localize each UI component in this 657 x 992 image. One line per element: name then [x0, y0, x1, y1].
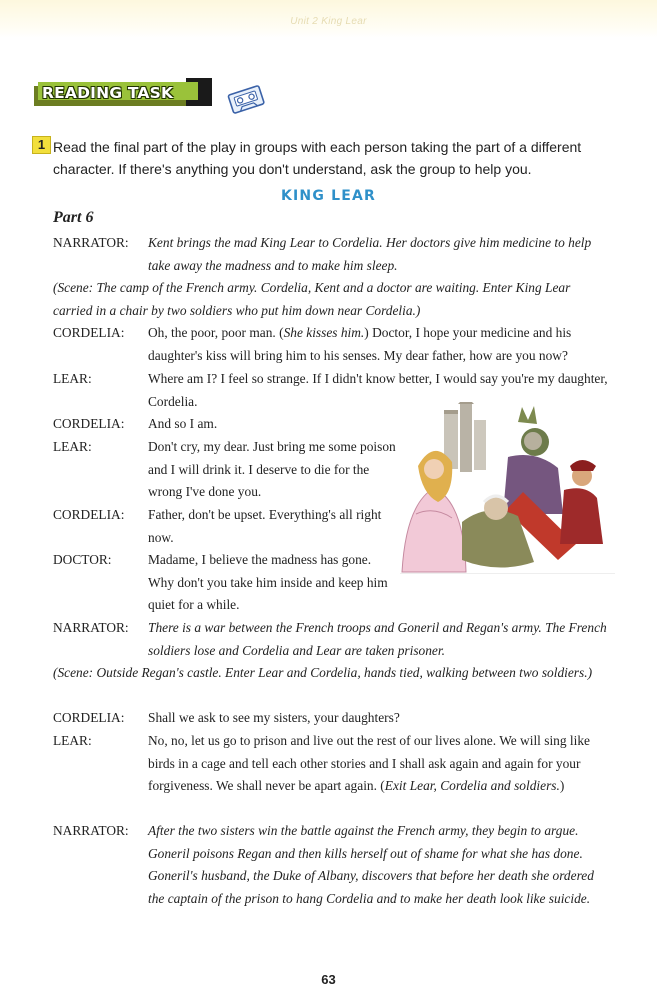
stage-direction: Exit Lear, Cordelia and soldiers.: [384, 778, 560, 794]
dialogue-text: No, no, let us go to prison and live out the rest of our lives alone. We will sing like birds in a cage and tell each other stories and I shall ask again and again for your forgiveness. We shall never be apart again. (Exit Lear, Cordelia and soldiers.): [148, 733, 590, 794]
speaker-name: CORDELIA:: [53, 416, 125, 431]
dialogue-text: Shall we ask to see my sisters, your daughters?: [148, 710, 400, 725]
stage-direction: (Scene: The camp of the French army. Cordelia, Kent and a doctor are waiting. Enter King Lear carried in a chair by two soldiers who put him down near Cordelia.): [53, 280, 571, 318]
dialogue-text: After the two sisters win the battle against the French army, they begin to argue. Goneril poisons Regan and then kills herself out of shame for what she has done. Goneril's husband, the Duke of Albany, discovers that before her death she ordered the captain of the prison to hang Cordelia and to make her death look like suicide.: [148, 823, 594, 907]
dialogue-text: Don't cry, my dear. Just bring me some poison and I will drink it. I deserve to die for the wrong I've done you.: [148, 439, 396, 500]
speaker-name: CORDELIA:: [53, 507, 125, 522]
dialogue-text: Kent brings the mad King Lear to Cordelia. Her doctors give him medicine to help take away the madness and to make him sleep.: [148, 235, 592, 273]
speaker-name: CORDELIA:: [53, 710, 125, 725]
speaker-name: NARRATOR:: [53, 235, 129, 250]
unit-header: [0, 0, 657, 38]
reading-task-banner: [34, 76, 212, 112]
dialogue-text: There is a war between the French troops and Goneril and Regan's army. The French soldiers lose and Cordelia and Lear are taken prisoner.: [148, 620, 607, 658]
speaker-name: NARRATOR:: [53, 823, 129, 838]
part-label: Part 6: [53, 209, 94, 226]
cordelia-lear-illustration: [400, 402, 615, 574]
dialogue-text: Where am I? I feel so strange. If I didn't know better, I would say you're my daughter, Cordelia.: [148, 371, 608, 409]
cassette-tape-icon: [226, 84, 266, 114]
page-number: 63: [321, 972, 336, 987]
dialogue-text: And so I am.: [148, 416, 218, 431]
task-instruction: Read the final part of the play in groups with each person taking the part of a different character. If there's anything you don't understand, ask the group to help you.: [53, 139, 582, 177]
banner-label: READING TASK: [42, 84, 174, 102]
speaker-name: LEAR:: [53, 371, 92, 386]
play-title: KING LEAR: [280, 188, 377, 204]
dialogue-text: Oh, the poor, poor man. (She kisses him.) Doctor, I hope your medicine and his daughter's kiss will bring him to his senses. My dear father, how are you now?: [148, 325, 572, 363]
speaker-name: LEAR:: [53, 439, 92, 454]
dialogue-text: Madame, I believe the madness has gone. Why don't you take him inside and keep him quiet for a while.: [148, 552, 388, 613]
speaker-name: NARRATOR:: [53, 620, 129, 635]
dialogue-text: Father, don't be upset. Everything's all right now.: [148, 507, 382, 545]
stage-direction: She kisses him.: [283, 325, 365, 340]
unit-title: Unit 2 King Lear: [290, 16, 367, 27]
speaker-name: CORDELIA:: [53, 325, 125, 340]
speaker-name: LEAR:: [53, 733, 92, 748]
task-number-badge: 1: [32, 136, 51, 154]
stage-direction: (Scene: Outside Regan's castle. Enter Lear and Cordelia, hands tied, walking between two soldiers.): [53, 665, 593, 680]
speaker-name: DOCTOR:: [53, 552, 112, 567]
